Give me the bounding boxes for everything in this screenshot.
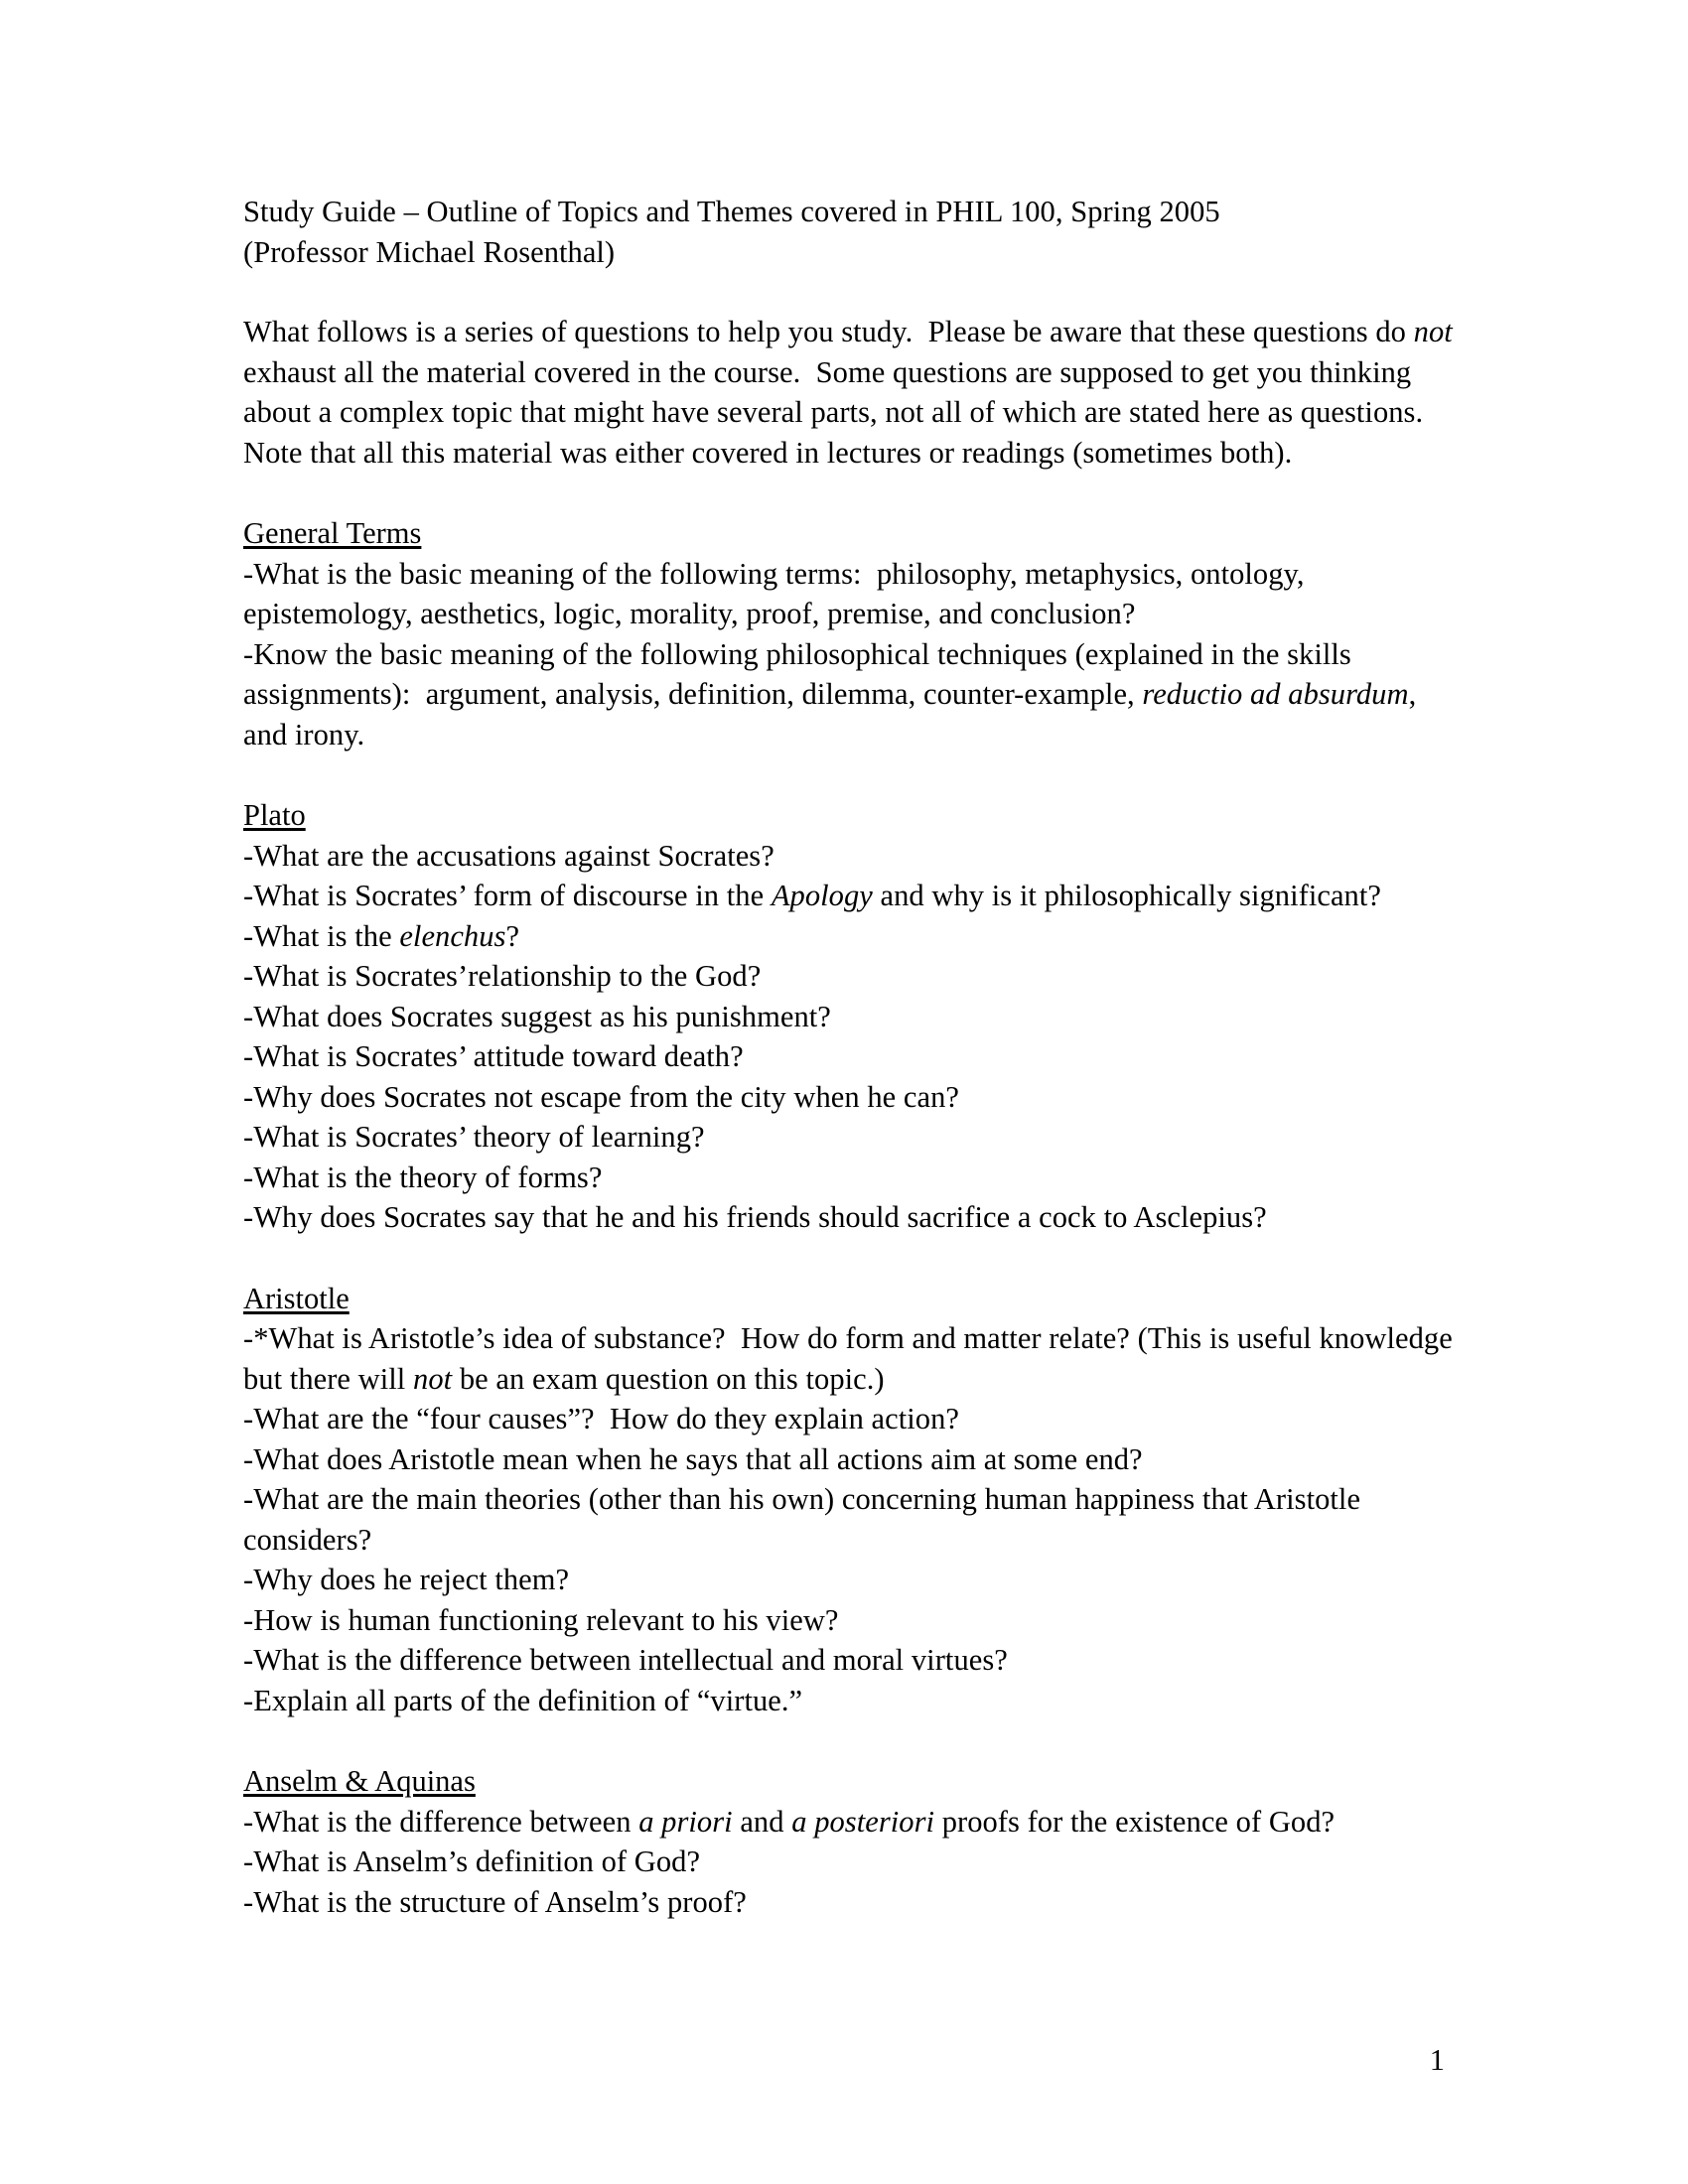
question-text: -Why does Socrates not escape from the city when he can? bbox=[243, 1079, 959, 1114]
question-item bbox=[243, 634, 1455, 755]
page-number: 1 bbox=[1429, 2043, 1445, 2077]
document-title-line-2: (Professor Michael Rosenthal) bbox=[243, 234, 616, 269]
question-item bbox=[243, 1600, 1455, 1641]
question-text: -What is the structure of Anselm’s proof? bbox=[243, 1884, 747, 1919]
question-item bbox=[243, 1439, 1455, 1480]
document-body bbox=[243, 192, 1461, 1922]
section bbox=[243, 1761, 1455, 1922]
emphasis-text: reductio ad absurdum bbox=[1142, 677, 1409, 711]
question-text: , and irony. bbox=[243, 677, 1424, 751]
question-text: -What is Anselm’s definition of God? bbox=[243, 1844, 701, 1878]
question-text: -What is the bbox=[243, 918, 400, 953]
question-text: proofs for the existence of God? bbox=[934, 1804, 1336, 1839]
question-text: -What is the basic meaning of the following terms: philosophy, metaphysics, ontology, epistemology, aesthetics, logic, morality, proof, premise, and conclusion? bbox=[243, 556, 1313, 630]
document-title-line-1: Study Guide – Outline of Topics and Themes covered in PHIL 100, Spring 2005 bbox=[243, 195, 1220, 228]
question-item bbox=[243, 956, 1455, 997]
question-text: -What is Socrates’ theory of learning? bbox=[243, 1120, 705, 1154]
question-item bbox=[243, 836, 1455, 877]
spacer bbox=[243, 1720, 1455, 1761]
question-item bbox=[243, 997, 1455, 1037]
question-text: -Why does he reject them? bbox=[243, 1563, 570, 1596]
question-text: -What are the “four causes”? How do they explain action? bbox=[243, 1402, 959, 1435]
intro-emphasis-not: not bbox=[1413, 315, 1453, 348]
question-item bbox=[243, 1117, 1455, 1158]
question-text: -Explain all parts of the definition of “virtue.” bbox=[243, 1683, 803, 1717]
question-item bbox=[243, 1036, 1455, 1077]
emphasis-text: Apology bbox=[771, 879, 873, 912]
section-heading-row bbox=[243, 513, 1455, 554]
question-text: -How is human functioning relevant to his view? bbox=[243, 1602, 839, 1637]
emphasis-text: elenchus bbox=[399, 918, 506, 953]
section bbox=[243, 1279, 1461, 1721]
question-text: -What is Socrates’ attitude toward death? bbox=[243, 1039, 744, 1073]
section-heading: Plato bbox=[243, 798, 306, 832]
spacer bbox=[243, 1238, 1455, 1279]
question-item bbox=[243, 1479, 1455, 1560]
question-item bbox=[243, 1560, 1455, 1600]
spacer bbox=[243, 473, 1455, 513]
question-text: -What are the accusations against Socrates? bbox=[243, 838, 774, 873]
question-text: and bbox=[732, 1804, 792, 1839]
intro-text-part-1: What follows is a series of questions to help you study. Please be aware that these questions do bbox=[243, 315, 1414, 348]
question-text: -What does Socrates suggest as his punishment? bbox=[243, 999, 831, 1033]
question-text: -*What is Aristotle’s idea of substance? How do form and matter relate? (This is useful knowledge but there will bbox=[243, 1321, 1461, 1396]
section-heading: Anselm & Aquinas bbox=[243, 1764, 476, 1798]
question-item bbox=[243, 876, 1455, 916]
question-item bbox=[243, 1802, 1455, 1843]
title-block bbox=[243, 192, 1455, 272]
spacer bbox=[243, 272, 1455, 312]
section bbox=[243, 513, 1455, 754]
question-text: -What is Socrates’ form of discourse in the bbox=[243, 879, 772, 912]
question-item bbox=[243, 1842, 1455, 1882]
intro-paragraph bbox=[243, 312, 1461, 473]
question-text: and why is it philosophically significant? bbox=[872, 879, 1381, 912]
question-text: -Why does Socrates say that he and his friends should sacrifice a cock to Asclepius? bbox=[243, 1200, 1267, 1234]
question-text: -What does Aristotle mean when he says that all actions aim at some end? bbox=[243, 1441, 1143, 1476]
section-heading-row bbox=[243, 1279, 1455, 1319]
question-text: -What is the theory of forms? bbox=[243, 1160, 603, 1194]
question-text: -What is Socrates’relationship to the God? bbox=[243, 959, 762, 993]
sections-container bbox=[243, 513, 1461, 1922]
section bbox=[243, 795, 1455, 1238]
question-item bbox=[243, 1640, 1455, 1681]
question-text: ? bbox=[505, 918, 520, 953]
question-text: -What is the difference between intellectual and moral virtues? bbox=[243, 1643, 1008, 1677]
question-item bbox=[243, 554, 1455, 634]
question-text: be an exam question on this topic.) bbox=[452, 1361, 885, 1396]
question-item bbox=[243, 1681, 1455, 1721]
section-heading: Aristotle bbox=[243, 1281, 350, 1315]
question-item bbox=[243, 1882, 1455, 1923]
question-item bbox=[243, 1399, 1455, 1439]
spacer bbox=[243, 754, 1455, 795]
question-text: -Know the basic meaning of the following philosophical techniques (explained in the skills assignments): argument, analysis, definition, dilemma, counter-example, bbox=[243, 636, 1359, 711]
question-text: -What are the main theories (other than his own) concerning human happiness that Aristotle considers? bbox=[243, 1482, 1368, 1557]
emphasis-text: a priori bbox=[638, 1804, 733, 1839]
question-item bbox=[243, 1197, 1455, 1238]
section-heading: General Terms bbox=[243, 516, 422, 550]
emphasis-text: not bbox=[413, 1361, 453, 1396]
emphasis-text: a posteriori bbox=[791, 1804, 935, 1839]
question-text: -What is the difference between bbox=[243, 1804, 639, 1839]
question-item bbox=[243, 916, 1455, 957]
question-item bbox=[243, 1158, 1455, 1198]
section-heading-row bbox=[243, 1761, 1455, 1802]
question-item bbox=[243, 1077, 1455, 1118]
intro-text-part-2: exhaust all the material covered in the course. Some questions are supposed to get you thinking about a complex topic that might have several parts, not all of which are stated here as questions. Note that all this material was either covered in lectures or readings (sometimes both). bbox=[243, 315, 1461, 470]
section-heading-row bbox=[243, 795, 1455, 836]
question-item bbox=[243, 1318, 1461, 1399]
